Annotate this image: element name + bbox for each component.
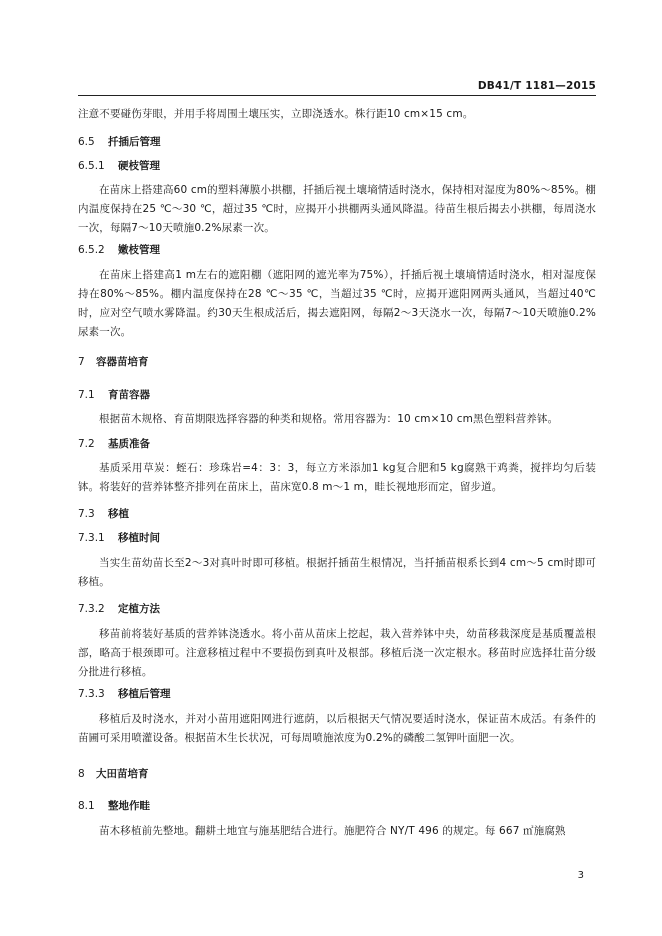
heading-number: 7.3 <box>78 508 95 520</box>
heading-number: 6.5 <box>78 136 95 148</box>
heading-number: 8 <box>78 768 85 780</box>
heading-title: 扦插后管理 <box>108 136 161 148</box>
heading-7-1 <box>78 386 596 405</box>
header-rule <box>78 95 596 96</box>
heading-7-3-3 <box>78 685 596 704</box>
heading-title: 嫩枝管理 <box>118 244 160 256</box>
paragraph-7-1: 根据苗木规格、育苗期限选择容器的种类和规格。常用容器为：10 cm×10 cm黑色塑料营养钵。 <box>99 413 559 425</box>
heading-number: 7.3.1 <box>78 532 105 544</box>
heading-title: 移植时间 <box>118 532 160 544</box>
heading-number: 7 <box>78 356 85 368</box>
heading-title: 硬枝管理 <box>118 160 160 172</box>
paragraph-6-5-1: 在苗床上搭建高60 cm的塑料薄膜小拱棚，扦插后视土壤墒情适时浇水，保持相对湿度为80%～85%。棚内温度保持在25 ℃～30 ℃，超过35 ℃时，应揭开小拱棚两头通风降温。待苗生根后揭去小拱棚，每周浇水一次，每隔7～10天喷施0.2%尿素一次。 <box>78 184 596 234</box>
heading-number: 6.5.1 <box>78 160 105 172</box>
heading-8 <box>78 765 596 784</box>
heading-7-3-1 <box>78 529 596 548</box>
heading-number: 6.5.2 <box>78 244 105 256</box>
heading-7-2 <box>78 435 596 454</box>
heading-7-3-2 <box>78 600 596 619</box>
page-number: 3 <box>577 870 584 881</box>
heading-number: 7.1 <box>78 389 95 401</box>
paragraph-7-3-2: 移苗前将装好基质的营养钵浇透水。将小苗从苗床上挖起，栽入营养钵中央，幼苗移栽深度是基质覆盖根部，略高于根颈即可。注意移植过程中不要损伤到真叶及根部。移植后浇一次定根水。移苗时应选择壮苗分级分批进行移植。 <box>78 628 596 678</box>
heading-number: 7.2 <box>78 438 95 450</box>
paragraph-intro: 注意不要碰伤芽眼，并用手将周围土壤压实，立即浇透水。株行距10 cm×15 cm。 <box>78 108 474 120</box>
paragraph-6-5-2: 在苗床上搭建高1 m左右的遮阳棚（遮阳网的遮光率为75%），扦插后视土壤墒情适时浇水，相对湿度保持在80%～85%。棚内温度保持在28 ℃～35 ℃，当超过35 ℃时，应揭开遮阳网两头通风，当超过40℃时，应对空气喷水雾降温。约30天生根成活后，揭去遮阳网，每隔2～3天浇水一次，每隔7～10天喷施0.2%尿素一次。 <box>78 269 596 338</box>
heading-title: 容器苗培育 <box>96 356 149 368</box>
heading-title: 移植后管理 <box>118 688 171 700</box>
paragraph-7-3-3: 移植后及时浇水，并对小苗用遮阳网进行遮荫，以后根据天气情况要适时浇水，保证苗木成活。有条件的苗圃可采用喷灌设备。根据苗木生长状况，可每周喷施浓度为0.2%的磷酸二氢钾叶面肥一次。 <box>78 713 596 744</box>
paragraph-7-2: 基质采用草炭：蛭石：珍珠岩=4：3：3，每立方米添加1 kg复合肥和5 kg腐熟干鸡粪，搅拌均匀后装钵。将装好的营养钵整齐排列在苗床上，苗床宽0.8 m～1 m，畦长视地形而定，留步道。 <box>78 462 596 493</box>
heading-number: 7.3.3 <box>78 688 105 700</box>
heading-title: 育苗容器 <box>108 389 150 401</box>
heading-7-3 <box>78 505 596 524</box>
heading-8-1 <box>78 797 596 816</box>
document-code: DB41/T 1181—2015 <box>477 80 596 92</box>
heading-6-5 <box>78 133 596 152</box>
heading-title: 整地作畦 <box>108 800 150 812</box>
heading-6-5-2 <box>78 241 596 260</box>
heading-number: 7.3.2 <box>78 603 105 615</box>
heading-title: 大田苗培育 <box>96 768 149 780</box>
heading-6-5-1 <box>78 157 596 176</box>
paragraph-8-1: 苗木移植前先整地。翻耕土地宜与施基肥结合进行。施肥符合 NY/T 496 的规定。每 667 ㎡施腐熟 <box>99 825 566 837</box>
heading-number: 8.1 <box>78 800 95 812</box>
paragraph-7-3-1: 当实生苗幼苗长至2～3对真叶时即可移植。根据扦插苗生根情况，当扦插苗根系长到4 cm～5 cm时即可移植。 <box>78 557 596 588</box>
heading-title: 基质准备 <box>108 438 150 450</box>
heading-title: 移植 <box>108 508 129 520</box>
heading-7 <box>78 353 596 372</box>
heading-title: 定植方法 <box>118 603 160 615</box>
